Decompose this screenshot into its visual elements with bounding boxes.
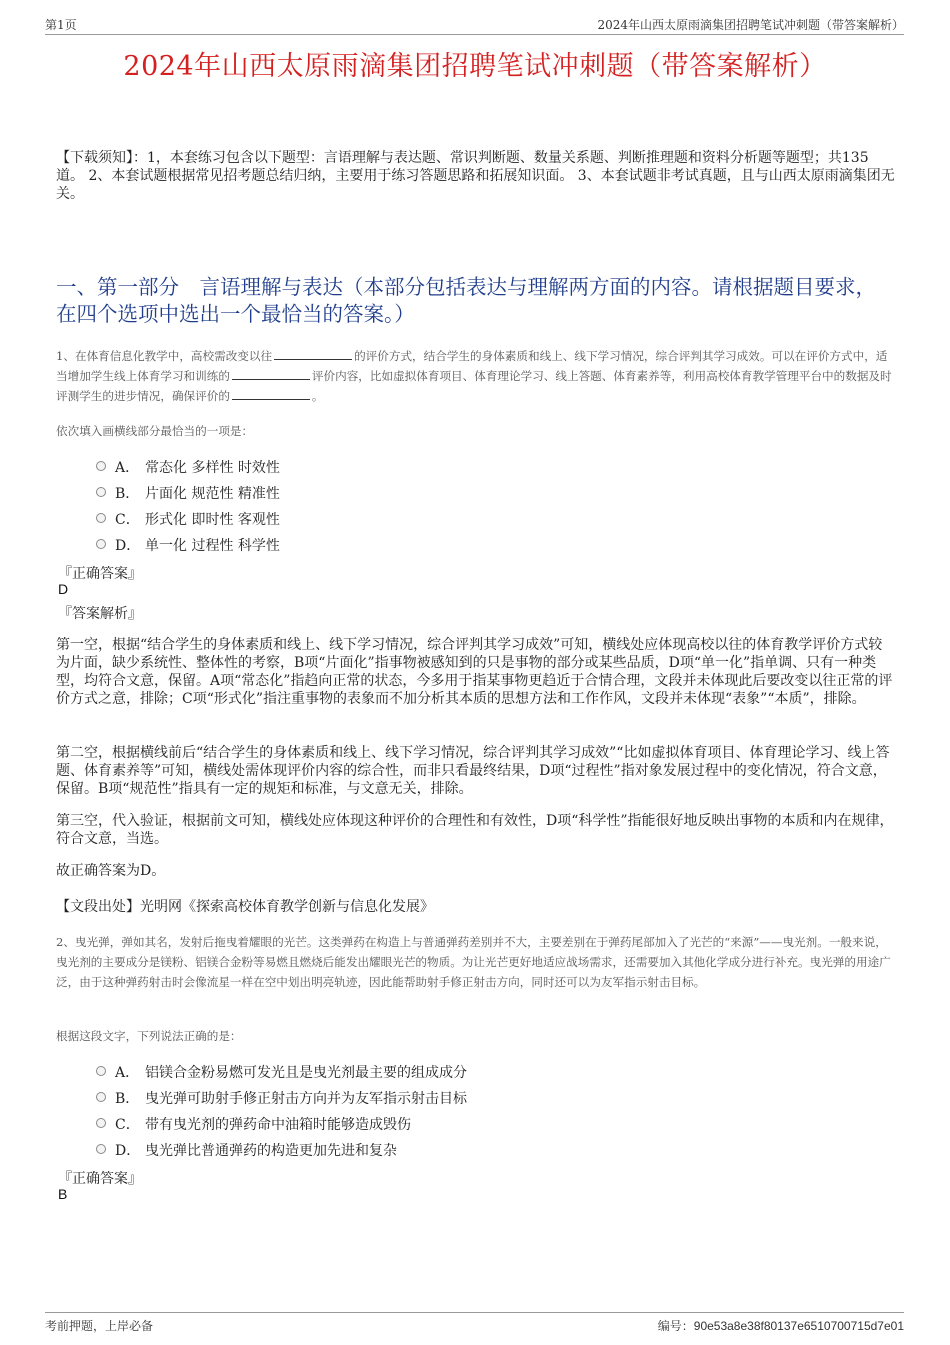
analysis-paragraph: 第三空，代入验证，根据前文可知，横线处应体现这种评价的合理性和有效性，D项“科学性”指能很好地反映出事物的本质和内在规律，符合文意，当选。 <box>56 813 894 847</box>
question-1-prompt: 依次填入画横线部分最恰当的一项是： <box>56 424 254 438</box>
source-citation: 【文段出处】光明网《探索高校体育教学创新与信息化发展》 <box>56 899 434 915</box>
download-notice: 【下载须知】：1，本套练习包含以下题型：言语理解与表达题、常识判断题、数量关系题、判断推理题和资料分析题等题型；共135道。 2、本套试题根据常见招考题总结归纳，主要用于练习答题思路和拓展知识面。 3、本套试题非考试真题，且与山西太原雨滴集团无关。 <box>56 150 895 202</box>
radio-button[interactable] <box>96 513 106 523</box>
correct-answer-label: 『正确答案』 <box>58 1171 142 1187</box>
analysis-conclusion: 故正确答案为D。 <box>56 863 166 879</box>
document-title: 2024年山西太原雨滴集团招聘笔试冲刺题（带答案解析） <box>123 51 827 82</box>
correct-answer-label: 『正确答案』 <box>58 566 142 582</box>
footer-slogan: 考前押题，上岸必备 <box>45 1319 154 1333</box>
fill-blank <box>274 348 352 360</box>
radio-button[interactable] <box>96 1092 106 1102</box>
question-2-text: 2、曳光弹，弹如其名，发射后拖曳着耀眼的光芒。这类弹药在构造上与普通弹药差别并不大，主要差别在于弹药尾部加入了光芒的“来源”——曳光剂。一般来说，曳光剂的主要成分是镁粉、铝镁合金粉等易燃且燃烧后能发出耀眼光芒的物质。为让光芒更好地适应战场需求，还需要加入其他化学成分进行补充。曳光弹的用途广泛，由于这种弹药射击时会像流星一样在空中划出明亮轨迹，因此能帮助射手修正射击方向，同时还可以为友军指示射击目标。 <box>56 935 891 989</box>
page-number: 第1页 <box>45 18 77 32</box>
question-1-text: 1、在体育信息化教学中，高校需改变以往 的评价方式，结合学生的身体素质和线上、线下学习情况，综合评判其学习成效。可以在评价方式中，适当增加学生线上体育学习和训练的 评价内容，比如虚拟体育项目、体育理论学习、线上答题、体育素养等，利用高校体育教学管理平台中的数据及时评测学生的进步情况，确保评价的 。 <box>56 349 892 403</box>
section-heading: 一、第一部分 言语理解与表达（本部分包括表达与理解两方面的内容。请根据题目要求，在四个选项中选出一个最恰当的答案。） <box>56 275 876 326</box>
document-code: 编号：90e53a8e38f80137e6510700715d7e01 <box>657 1319 904 1333</box>
analysis-label: 『答案解析』 <box>58 606 142 622</box>
radio-button[interactable] <box>96 1144 106 1154</box>
header-doc-title: 2024年山西太原雨滴集团招聘笔试冲刺题（带答案解析） <box>597 18 904 32</box>
correct-answer: B <box>58 1186 68 1202</box>
radio-button[interactable] <box>96 539 106 549</box>
radio-button[interactable] <box>96 487 106 497</box>
radio-button[interactable] <box>96 1066 106 1076</box>
correct-answer: D <box>58 581 69 597</box>
analysis-paragraph: 第二空，根据横线前后“结合学生的身体素质和线上、线下学习情况，综合评判其学习成效”“比如虚拟体育项目、体育理论学习、线上答题、体育素养等”可知，横线处需体现评价内容的综合性，而非只看最终结果，D项“过程性”指对象发展过程中的变化情况，符合文意，保留。B项“规范性”指具有一定的规矩和标准，与文意无关，排除。 <box>56 745 890 797</box>
fill-blank <box>232 388 310 400</box>
fill-blank <box>232 368 310 380</box>
page-header <box>45 14 904 35</box>
question-2-prompt: 根据这段文字，下列说法正确的是： <box>56 1029 242 1043</box>
radio-button[interactable] <box>96 461 106 471</box>
analysis-paragraph: 第一空，根据“结合学生的身体素质和线上、线下学习情况，综合评判其学习成效”可知，横线处应体现高校以往的体育教学评价方式较为片面，缺少系统性、整体性的考察，B项“片面化”指事物被感知到的只是事物的部分或某些品质，D项“单一化”指单调、只有一种类型，均符合文意，保留。A项“常态化”指趋向正常的状态，今多用于指某事物更趋近于合情合理，文段并未体现此后要改变以往正常的评价方式之意，排除；C项“形式化”指注重事物的表象而不加分析其本质的思想方法和工作作风，文段并未体现“表象”“本质”，排除。 <box>56 637 893 707</box>
page-footer <box>45 1312 904 1335</box>
radio-button[interactable] <box>96 1118 106 1128</box>
